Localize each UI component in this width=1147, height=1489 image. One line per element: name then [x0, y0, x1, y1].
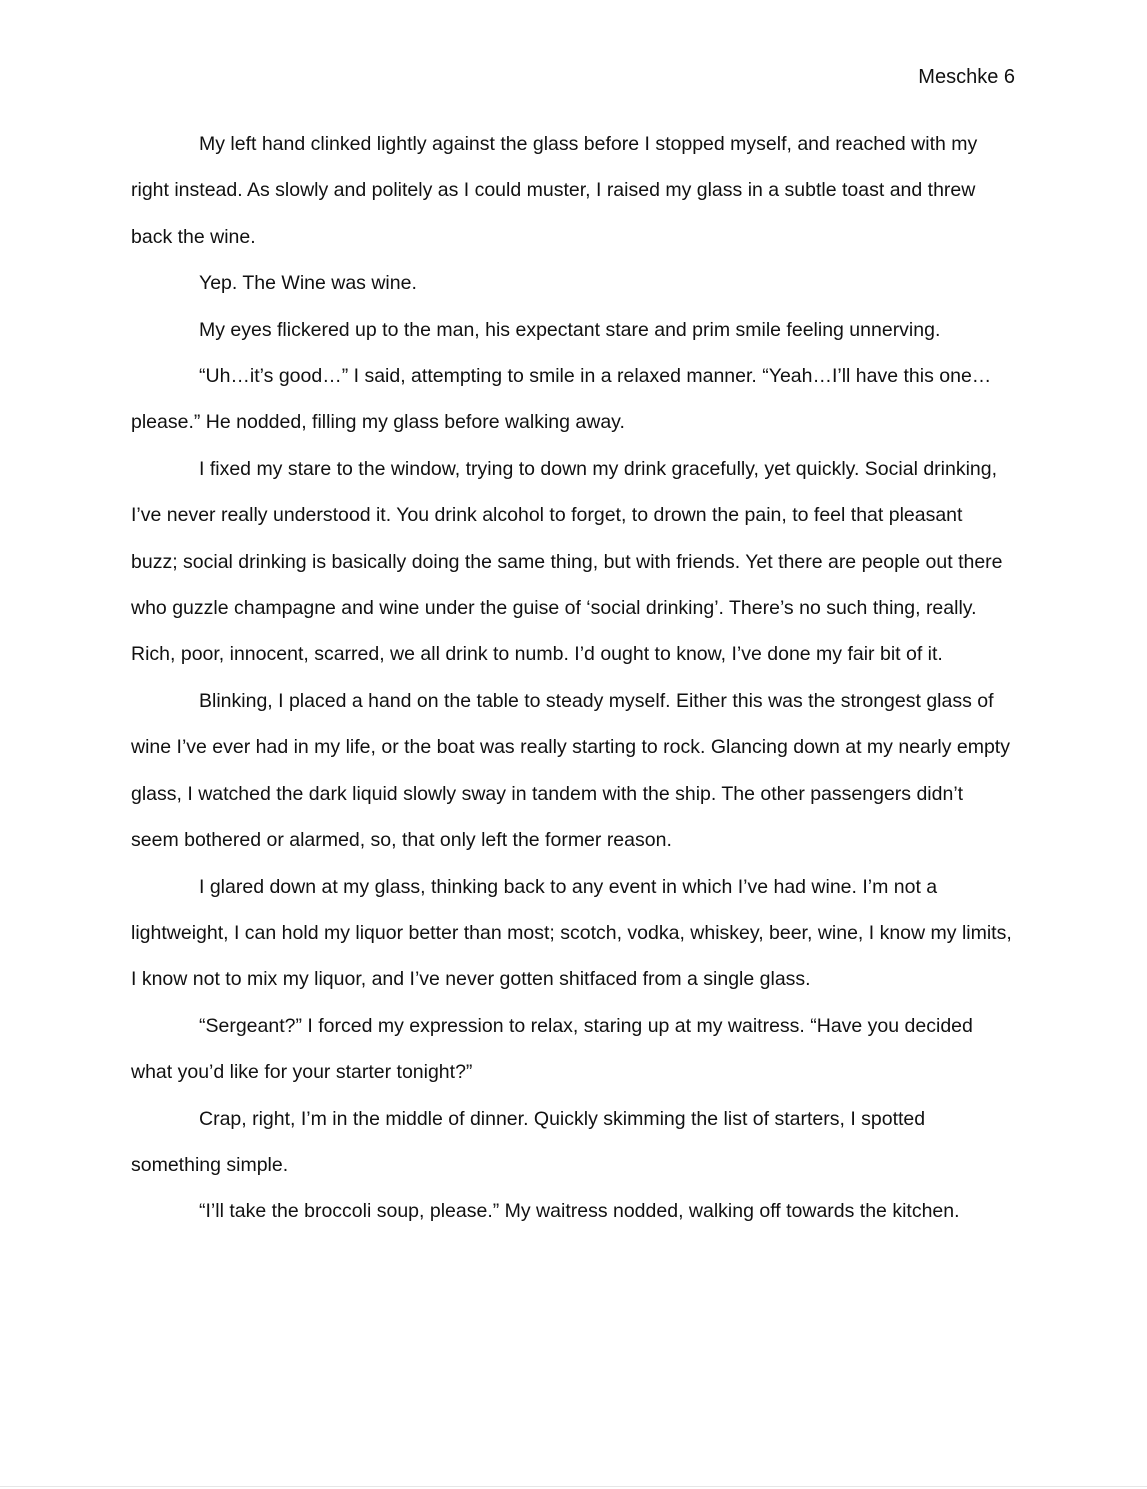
paragraph: “I’ll take the broccoli soup, please.” My waitress nodded, walking off towards the kitchen. [199, 1200, 960, 1223]
page-bottom-divider [0, 1486, 1147, 1487]
paragraph: Yep. The Wine was wine. [199, 272, 417, 295]
paragraph: I fixed my stare to the window, trying to down my drink gracefully, yet quickly. Social drinking, I’ve never really understood it. You drink alcohol to forget, to drown the pain, to feel that pleasant buzz; social drinking is basically doing the same thing, but with friends. Yet there are people out there who guzzle champagne and wine under the guise of ‘social drinking’. There’s no such thing, really. Rich, poor, innocent, scarred, we all drink to numb. I’d ought to know, I’ve done my fair bit of it. [131, 457, 1003, 666]
manuscript-body [131, 121, 1013, 1235]
paragraph: “Sergeant?” I forced my expression to relax, staring up at my waitress. “Have you decided what you’d like for your starter tonight?” [131, 1014, 973, 1084]
paragraph: “Uh…it’s good…” I said, attempting to smile in a relaxed manner. “Yeah…I’ll have this one…please.” He nodded, filling my glass before walking away. [131, 365, 992, 434]
running-head: Meschke 6 [918, 66, 1015, 88]
paragraph: Crap, right, I’m in the middle of dinner. Quickly skimming the list of starters, I spotted something simple. [131, 1107, 926, 1176]
paragraph: My left hand clinked lightly against the glass before I stopped myself, and reached with my right instead. As slowly and politely as I could muster, I raised my glass in a subtle toast and threw back the wine. [131, 133, 978, 248]
paragraph: I glared down at my glass, thinking back to any event in which I’ve had wine. I’m not a lightweight, I can hold my liquor better than most; scotch, vodka, whiskey, beer, wine, I know my limits, I know not to mix my liquor, and I’ve never gotten shitfaced from a single glass. [131, 875, 1012, 991]
paragraph: My eyes flickered up to the man, his expectant stare and prim smile feeling unnerving. [199, 318, 941, 341]
paragraph: Blinking, I placed a hand on the table to steady myself. Either this was the strongest glass of wine I’ve ever had in my life, or the boat was really starting to rock. Glancing down at my nearly empty glass, I watched the dark liquid slowly sway in tandem with the ship. The other passengers didn’t seem bothered or alarmed, so, that only left the former reason. [131, 689, 1010, 852]
